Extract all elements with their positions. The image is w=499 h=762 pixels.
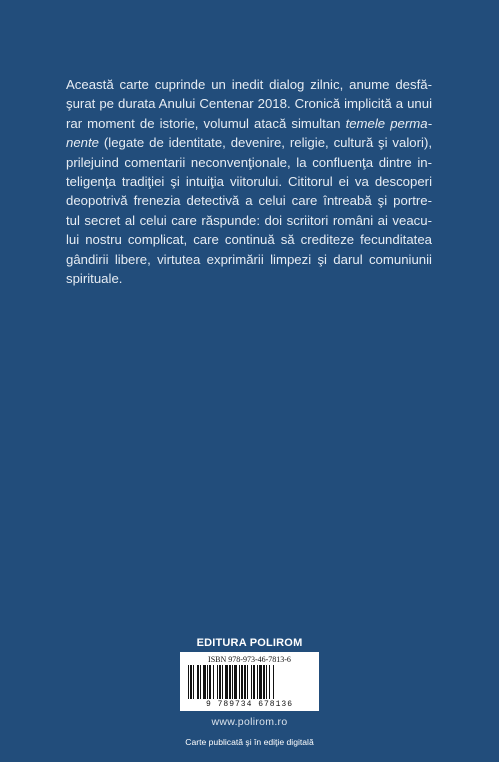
blurb-italic-text: nente <box>66 135 100 151</box>
blurb-line: gândirii libere, virtutea exprimării limpezi şi darul comuniunii <box>66 251 432 267</box>
barcode <box>180 652 319 711</box>
barcode-bars <box>188 665 311 699</box>
blurb-line: deopotrivă frenezia detectivă a celui care întreabă şi portre- <box>66 193 432 209</box>
blurb-line: teligenţa tradiţiei şi intuiţia viitorului. Cititorul ei va descoperi <box>66 174 432 190</box>
publisher-website: www.polirom.ro <box>211 716 288 728</box>
blurb-line: nente (legate de identitate, devenire, religie, cultură şi valori), <box>66 135 432 151</box>
back-cover-blurb <box>66 75 432 288</box>
blurb-line: şurat pe durata Anului Centenar 2018. Cronică implicită a unui <box>66 96 432 112</box>
blurb-line: lui nostru complicat, care continuă să crediteze fecunditatea <box>66 232 432 248</box>
isbn-text: ISBN 978-973-46-7813-6 <box>208 655 291 664</box>
publisher-name: EDITURA POLIROM <box>196 637 303 649</box>
blurb-italic-text: temele perma- <box>345 115 432 131</box>
blurb-line: Această carte cuprinde un inedit dialog zilnic, anume desfă- <box>66 77 432 92</box>
blurb-line: tul secret al celui care răspunde: doi scriitori români ai veacu- <box>66 212 432 228</box>
blurb-line: rar moment de istorie, volumul atacă simultan temele perma- <box>66 115 432 131</box>
blurb-line: prilejuind comentarii neconvenţionale, la confluenţa dintre in- <box>66 154 432 170</box>
digital-edition-note: Carte publicată şi în ediţie digitală <box>185 737 314 747</box>
barcode-number: 9 789734 678136 <box>205 700 293 709</box>
blurb-line: spirituale. <box>66 271 123 287</box>
